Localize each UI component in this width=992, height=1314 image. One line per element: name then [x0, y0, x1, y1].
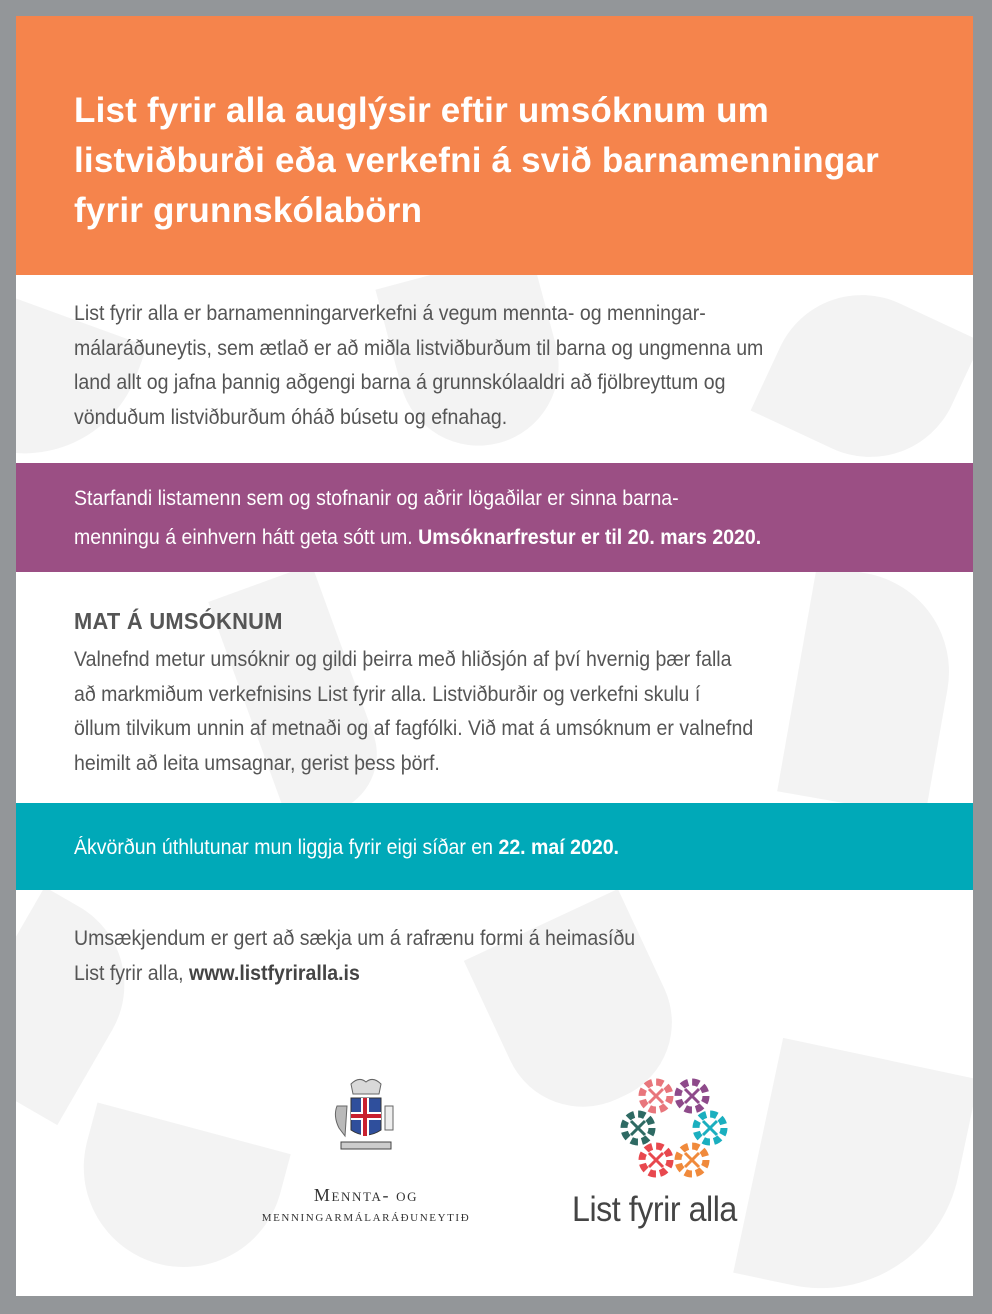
coat-of-arms-icon	[331, 1076, 401, 1158]
ministry-name-line: menningarmálaráðuneytið	[261, 1209, 471, 1225]
apply-paragraph	[74, 922, 635, 991]
watermark-shape	[733, 1038, 973, 1296]
text-line: heimilt að leita umsagnar, gerist þess þörf.	[74, 751, 440, 775]
decision-text	[74, 831, 619, 866]
program-logo	[616, 1074, 736, 1189]
text-regular: List fyrir alla,	[74, 961, 190, 985]
text-line: vönduðum listviðburðum óháð búsetu og efnahag.	[74, 405, 508, 429]
text-line: Umsækjendum er gert að sækja um á rafrænu formi á heimasíðu	[74, 927, 636, 950]
title-line: fyrir grunnskólabörn	[74, 191, 423, 230]
text-line: Starfandi listamenn sem og stofnanir og aðrir lögaðilar er sinna barna-	[74, 487, 679, 510]
page-title	[74, 86, 954, 236]
deadline-text: Umsóknarfrestur er til 20. mars 2020.	[418, 526, 762, 549]
decision-date: 22. maí 2020.	[498, 836, 619, 859]
ministry-name-line: Mennta- og	[313, 1185, 419, 1205]
watermark-shape	[777, 565, 965, 818]
title-line: listviðburði eða verkefni á svið barnamenningar	[74, 141, 879, 180]
text-regular: menningu á einhvern hátt geta sótt um.	[74, 526, 419, 549]
title-line: List fyrir alla auglýsir eftir umsóknum um	[74, 91, 769, 130]
flower-gears-icon	[616, 1074, 736, 1184]
program-name: List fyrir alla	[572, 1190, 737, 1229]
text-line: land allt og jafna þannig aðgengi barna á grunnskólaaldri að fjölbreyttum og	[74, 371, 726, 394]
website-link[interactable]: www.listfyriralla.is	[189, 961, 360, 985]
text-line	[74, 518, 761, 557]
poster-page	[16, 16, 973, 1296]
ministry-name	[206, 1184, 526, 1228]
intro-paragraph	[74, 297, 763, 435]
watermark-shape	[751, 265, 973, 486]
text-line: List fyrir alla er barnamenningarverkefni á vegum mennta- og menningar-	[74, 302, 706, 325]
section-heading: MAT Á UMSÓKNUM	[74, 608, 283, 634]
eligibility-text	[74, 479, 761, 557]
text-line: öllum tilvikum unnin af metnaði og af fagfólki. Við mat á umsóknum er valnefnd	[74, 717, 754, 740]
text-line	[74, 957, 635, 992]
text-line: málaráðuneytis, sem ætlað er að miðla listviðburðum til barna og ungmenna um	[74, 336, 764, 360]
text-line: Valnefnd metur umsóknir og gildi þeirra með hliðsjón af því hvernig þær falla	[74, 648, 732, 671]
ministry-logo	[221, 1076, 511, 1163]
text-line: að markmiðum verkefnisins List fyrir alla. Listviðburðir og verkefni skulu í	[74, 682, 701, 706]
text-regular: Ákvörðun úthlutunar mun liggja fyrir eigi síðar en	[74, 836, 499, 859]
evaluation-paragraph	[74, 643, 753, 781]
